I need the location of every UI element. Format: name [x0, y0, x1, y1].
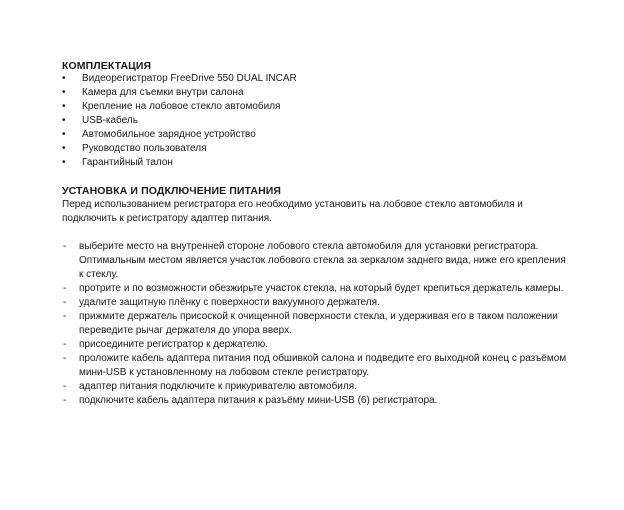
- dash-mark: -: [63, 395, 67, 406]
- installation-intro-block: [62, 198, 572, 226]
- step-text: проложите кабель адаптера питания под обшивкой салона и подведите его выходной конец с разъёмом мини-USB к установленному на лобовом стекле регистратору.: [79, 353, 567, 378]
- step-item: [62, 352, 572, 380]
- installation-steps-block: [62, 240, 572, 408]
- step-text: подключите кабель адаптера питания к разъёму мини-USB (6) регистратора.: [79, 395, 438, 406]
- step-text: адаптер питания подключите к прикуривателю автомобиля.: [79, 381, 357, 392]
- list-item-text: Камера для съемки внутри салона: [82, 87, 244, 98]
- list-item-text: Крепление на лобовое стекло автомобиля: [82, 101, 281, 112]
- installation-heading: УСТАНОВКА И ПОДКЛЮЧЕНИЕ ПИТАНИЯ: [62, 185, 282, 197]
- list-item-text: Гарантийный талон: [82, 157, 173, 168]
- bullet-mark: •: [62, 157, 66, 168]
- dash-mark: -: [63, 241, 67, 252]
- step-text: выберите место на внутренней стороне лобового стекла автомобиля для установки регистратора. Оптимальным местом является участок лобового стекла за зеркалом заднего вида, ниже его крепления к стеклу.: [79, 241, 566, 280]
- dash-mark: -: [63, 381, 67, 392]
- step-item: [62, 394, 572, 408]
- bullet-mark: •: [62, 87, 66, 98]
- step-item: [62, 338, 572, 352]
- dash-mark: -: [63, 353, 67, 364]
- package-list: [62, 72, 572, 170]
- step-text: удалите защитную плёнку с поверхности вакуумного держателя.: [79, 297, 380, 308]
- dash-mark: -: [63, 339, 67, 350]
- list-item-text: Руководство пользователя: [82, 143, 207, 154]
- list-item: [62, 128, 572, 142]
- step-text: протрите и по возможности обезжирьте участок стекла, на который будет крепиться держатель камеры.: [79, 283, 564, 294]
- dash-mark: -: [63, 297, 67, 308]
- installation-intro: Перед использованием регистратора его необходимо установить на лобовое стекло автомобиля и подключить к регистратору адаптер питания.: [62, 199, 523, 224]
- bullet-mark: •: [62, 73, 66, 84]
- list-item-text: Видеорегистратор FreeDrive 550 DUAL INCAR: [82, 73, 297, 84]
- step-item: [62, 296, 572, 310]
- installation-steps: [62, 240, 572, 408]
- bullet-mark: •: [62, 101, 66, 112]
- list-item: [62, 100, 572, 114]
- package-heading: КОМПЛЕКТАЦИЯ: [62, 60, 152, 72]
- package-list-block: [62, 72, 572, 170]
- list-item: [62, 72, 572, 86]
- step-item: [62, 240, 572, 282]
- bullet-mark: •: [62, 115, 66, 126]
- step-item: [62, 380, 572, 394]
- list-item-text: Автомобильное зарядное устройство: [82, 129, 256, 140]
- list-item: [62, 86, 572, 100]
- dash-mark: -: [63, 311, 67, 322]
- step-item: [62, 282, 572, 296]
- bullet-mark: •: [62, 129, 66, 140]
- list-item: [62, 156, 572, 170]
- step-text: прижмите держатель присоской к очищенной поверхности стекла, и удерживая его в таком положении переведите рычаг держателя до упора вверх.: [79, 311, 558, 336]
- list-item: [62, 114, 572, 128]
- dash-mark: -: [63, 283, 67, 294]
- bullet-mark: •: [62, 143, 66, 154]
- step-text: присоедините регистратор к держателю.: [79, 339, 269, 350]
- list-item-text: USB-кабель: [82, 115, 138, 126]
- step-item: [62, 310, 572, 338]
- list-item: [62, 142, 572, 156]
